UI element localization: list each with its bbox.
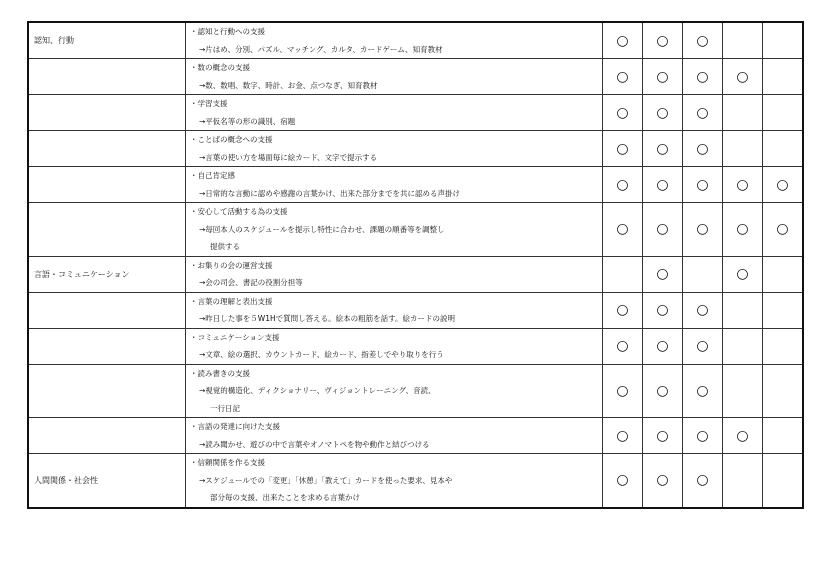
support-item-detail: 提供する bbox=[210, 242, 240, 251]
mark-cell: ○ bbox=[723, 256, 763, 292]
support-item-detail: →昨日した事を５W1Hで質問し答える。絵本の粗筋を話す。絵カードの説明 bbox=[199, 314, 456, 323]
mark-cell bbox=[763, 59, 804, 95]
table-row bbox=[28, 95, 803, 131]
support-item-heading: ・安心して活動する為の支援 bbox=[190, 207, 288, 216]
support-item-cell bbox=[186, 454, 603, 508]
table-body bbox=[28, 22, 803, 508]
mark-cell: ○ bbox=[643, 95, 683, 131]
support-item-cell bbox=[186, 364, 603, 418]
mark-cell: ○ bbox=[643, 131, 683, 167]
mark-cell: ○ bbox=[683, 59, 723, 95]
mark-cell: ○ bbox=[683, 364, 723, 418]
category-cell bbox=[28, 95, 186, 131]
support-item-heading: ・数の概念の支援 bbox=[190, 63, 250, 72]
mark-cell: ○ bbox=[643, 203, 683, 257]
mark-cell: ○ bbox=[603, 59, 643, 95]
mark-cell: ○ bbox=[643, 454, 683, 508]
support-item-cell bbox=[186, 203, 603, 257]
mark-cell: ○ bbox=[603, 22, 643, 59]
mark-cell: ○ bbox=[603, 328, 643, 364]
support-item-detail: →数、数唱、数字、時計、お金、点つなぎ、知育教材 bbox=[199, 80, 378, 90]
mark-cell bbox=[723, 328, 763, 364]
support-item-detail: →毎回本人のスケジュールを提示し特性に合わせ、課題の順番等を調整し bbox=[199, 224, 445, 234]
mark-cell: ○ bbox=[683, 167, 723, 203]
mark-cell: ○ bbox=[603, 203, 643, 257]
support-item-heading: ・読み書きの支援 bbox=[190, 368, 250, 378]
mark-cell: ○ bbox=[603, 95, 643, 131]
mark-cell bbox=[763, 292, 804, 328]
mark-cell: ○ bbox=[603, 364, 643, 418]
mark-cell bbox=[763, 454, 804, 508]
category-cell bbox=[28, 364, 186, 418]
support-item-detail: 部分毎の支援、出来たことを求める言葉かけ bbox=[210, 493, 360, 502]
support-item-detail: →読み聞かせ、遊びの中で言葉やオノマトペを物や動作と結びつける bbox=[199, 439, 430, 449]
mark-cell: ○ bbox=[643, 292, 683, 328]
support-item-cell bbox=[186, 418, 603, 454]
support-item-heading: ・言葉の理解と表出支援 bbox=[190, 296, 273, 306]
category-cell: 言語・コミュニケーション bbox=[28, 256, 186, 292]
mark-cell: ○ bbox=[643, 418, 683, 454]
mark-cell: ○ bbox=[683, 203, 723, 257]
category-cell bbox=[28, 59, 186, 95]
mark-cell: ○ bbox=[603, 454, 643, 508]
support-item-detail: →視覚的構造化、ディクショナリー、ヴィジョントレーニング、音読、 bbox=[199, 386, 436, 395]
mark-cell bbox=[723, 364, 763, 418]
category-cell bbox=[28, 167, 186, 203]
support-item-detail: →会の司会、書記の役割分担等 bbox=[199, 278, 303, 287]
table-row bbox=[28, 22, 803, 59]
mark-cell: ○ bbox=[643, 22, 683, 59]
mark-cell bbox=[763, 418, 804, 454]
support-item-heading: ・信頼関係を作る支援 bbox=[190, 458, 265, 467]
table-row bbox=[28, 167, 803, 203]
mark-cell: ○ bbox=[603, 167, 643, 203]
mark-cell: ○ bbox=[603, 418, 643, 454]
category-cell bbox=[28, 203, 186, 257]
mark-cell: ○ bbox=[603, 292, 643, 328]
support-item-cell bbox=[186, 167, 603, 203]
table-row bbox=[28, 131, 803, 167]
mark-cell bbox=[723, 454, 763, 508]
mark-cell bbox=[763, 131, 804, 167]
mark-cell: ○ bbox=[683, 131, 723, 167]
mark-cell: ○ bbox=[723, 418, 763, 454]
mark-cell bbox=[763, 95, 804, 131]
mark-cell bbox=[723, 131, 763, 167]
support-item-heading: ・認知と行動への支援 bbox=[190, 27, 265, 36]
mark-cell bbox=[603, 256, 643, 292]
category-cell bbox=[28, 418, 186, 454]
support-item-detail: →言葉の使い方を場面毎に絵カード、文字で提示する bbox=[199, 152, 378, 162]
support-item-cell bbox=[186, 256, 603, 292]
mark-cell bbox=[763, 256, 804, 292]
mark-cell: ○ bbox=[643, 328, 683, 364]
support-item-detail: →文章、絵の選択、カウントカード、絵カード、指差しでやり取りを行う bbox=[199, 350, 444, 359]
mark-cell: ○ bbox=[683, 418, 723, 454]
table-row bbox=[28, 292, 803, 328]
mark-cell: ○ bbox=[603, 131, 643, 167]
support-item-cell bbox=[186, 131, 603, 167]
support-table bbox=[27, 21, 804, 509]
category-cell bbox=[28, 292, 186, 328]
table-row bbox=[28, 328, 803, 364]
mark-cell bbox=[763, 364, 804, 418]
support-item-cell bbox=[186, 292, 603, 328]
support-item-heading: ・自己肯定感 bbox=[190, 171, 235, 180]
support-item-cell bbox=[186, 59, 603, 95]
mark-cell: ○ bbox=[763, 203, 804, 257]
support-item-detail: 一行日記 bbox=[210, 403, 240, 413]
mark-cell bbox=[723, 95, 763, 131]
mark-cell: ○ bbox=[683, 454, 723, 508]
category-cell: 認知、行動 bbox=[28, 22, 186, 59]
category-cell bbox=[28, 131, 186, 167]
mark-cell: ○ bbox=[643, 256, 683, 292]
support-item-detail: →片はめ、分別、パズル、マッチング、カルタ、カードゲーム、知育教材 bbox=[199, 44, 443, 54]
table-row bbox=[28, 59, 803, 95]
mark-cell bbox=[723, 292, 763, 328]
mark-cell: ○ bbox=[723, 167, 763, 203]
support-item-detail: →スケジュールでの「変更」「休憩」「教えて」カードを使った要求、見本や bbox=[199, 475, 453, 485]
mark-cell: ○ bbox=[763, 167, 804, 203]
support-item-heading: ・お集りの会の運営支援 bbox=[190, 260, 273, 270]
mark-cell: ○ bbox=[683, 95, 723, 131]
support-item-heading: ・コミュニケーション支援 bbox=[190, 332, 280, 342]
mark-cell: ○ bbox=[683, 328, 723, 364]
support-item-heading: ・学習支援 bbox=[190, 99, 228, 108]
support-item-detail: →平仮名等の形の識別、宿題 bbox=[199, 116, 296, 126]
mark-cell: ○ bbox=[643, 167, 683, 203]
mark-cell: ○ bbox=[643, 59, 683, 95]
mark-cell bbox=[683, 256, 723, 292]
mark-cell: ○ bbox=[723, 59, 763, 95]
category-cell: 人間関係・社会性 bbox=[28, 454, 186, 508]
support-item-cell bbox=[186, 328, 603, 364]
support-item-cell bbox=[186, 95, 603, 131]
table-row bbox=[28, 454, 803, 508]
support-item-detail: →日常的な言動に認めや感謝の言葉かけ、出来た部分までを共に認める声掛け bbox=[199, 188, 460, 198]
mark-cell: ○ bbox=[683, 292, 723, 328]
table-row bbox=[28, 364, 803, 418]
mark-cell: ○ bbox=[683, 22, 723, 59]
category-cell bbox=[28, 328, 186, 364]
support-item-cell bbox=[186, 22, 603, 59]
support-item-heading: ・ことばの概念への支援 bbox=[190, 135, 273, 144]
mark-cell bbox=[763, 328, 804, 364]
mark-cell bbox=[763, 22, 804, 59]
table-row bbox=[28, 418, 803, 454]
mark-cell: ○ bbox=[723, 203, 763, 257]
table-row bbox=[28, 256, 803, 292]
table-row bbox=[28, 203, 803, 257]
mark-cell: ○ bbox=[643, 364, 683, 418]
mark-cell bbox=[723, 22, 763, 59]
support-item-heading: ・言語の発達に向けた支援 bbox=[190, 422, 280, 431]
